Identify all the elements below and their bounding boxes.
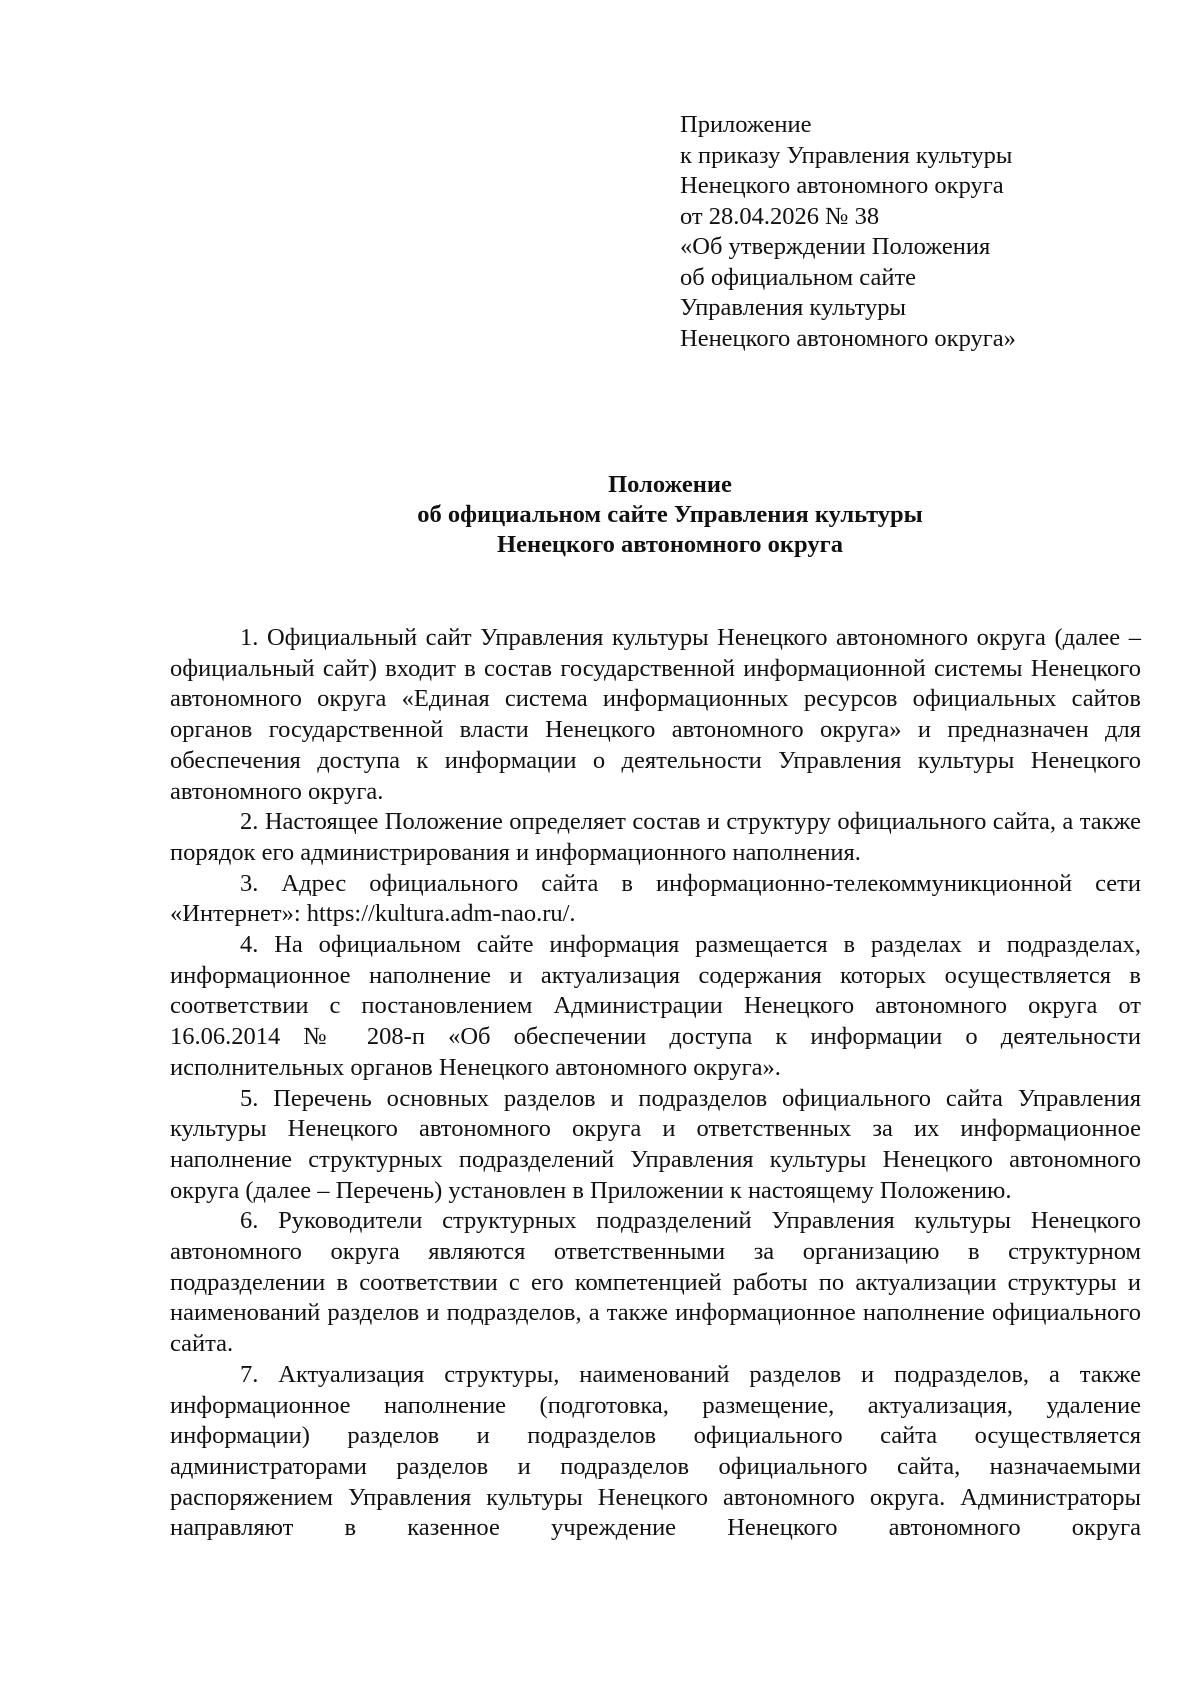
document-body (170, 623, 1141, 1544)
paragraph-1: 1. Официальный сайт Управления культуры Ненецкого автономного округа (далее – официальный сайт) входит в состав государственной информационной системы Ненецкого автономного округа «Единая система информационных ресурсов официальных сайтов органов государственной власти Ненецкого автономного округа» и предназначен для обеспечения доступа к информации о деятельности Управления культуры Ненецкого автономного округа. (170, 624, 1141, 805)
appendix-line: Приложение (680, 111, 812, 138)
paragraph-5: 5. Перечень основных разделов и подразделов официального сайта Управления культуры Ненецкого автономного округа и ответственных за их информационное наполнение структурных подразделений Управления культуры Ненецкого автономного округа (далее – Перечень) установлен в Приложении к настоящему Положению. (170, 1084, 1141, 1204)
appendix-line: Управления культуры (680, 294, 906, 321)
appendix-line: Ненецкого автономного округа (680, 172, 1004, 199)
appendix-line: от 28.04.2026 № 38 (680, 202, 880, 230)
appendix-line: об официальном сайте (680, 263, 917, 291)
appendix-line: Ненецкого автономного округа» (680, 324, 1016, 352)
title-line-1: Положение (608, 471, 732, 498)
paragraph-7: 7. Актуализация структуры, наименований разделов и подразделов, а также информационное наполнение (подготовка, размещение, актуализация, удаление информации) разделов и подразделов официального сайта осуществляется администраторами разделов и подразделов официального сайта, назначаемыми распоряжением Управления культуры Ненецкого автономного округа. Администраторы направляют в казенное учреждение Ненецкого автономного округа (170, 1360, 1141, 1542)
paragraph-6: 6. Руководители структурных подразделений Управления культуры Ненецкого автономного округа являются ответственными за организацию в структурном подразделении в соответствии с его компетенцией работы по актуализации структуры и наименований разделов и подразделов, а также информационное наполнение официального сайта. (170, 1207, 1141, 1358)
appendix-line: «Об утверждении Положения (680, 233, 991, 260)
appendix-header (680, 110, 1100, 354)
paragraph-4: 4. На официальном сайте информация размещается в разделах и подразделах, информационное наполнение и актуализация содержания которых осуществляется в соответствии с постановлением Администрации Ненецкого автономного округа от 16.06.2014 № 208-п «Об обеспечении доступа к информации о деятельности исполнительных органов Ненецкого автономного округа». (170, 931, 1141, 1081)
paragraph-2: 2. Настоящее Положение определяет состав и структуру официального сайта, а также порядок его администрирования и информационного наполнения. (170, 808, 1141, 866)
paragraph-3: 3. Адрес официального сайта в информационно-телекоммуникционной сети «Интернет»: https://kultura.adm-nao.ru/. (170, 869, 1141, 928)
document-title (170, 470, 1170, 560)
title-line-2: об официальном сайте Управления культуры (417, 501, 923, 528)
appendix-line: к приказу Управления культуры (680, 141, 1013, 169)
title-line-3: Ненецкого автономного округа (497, 531, 843, 558)
